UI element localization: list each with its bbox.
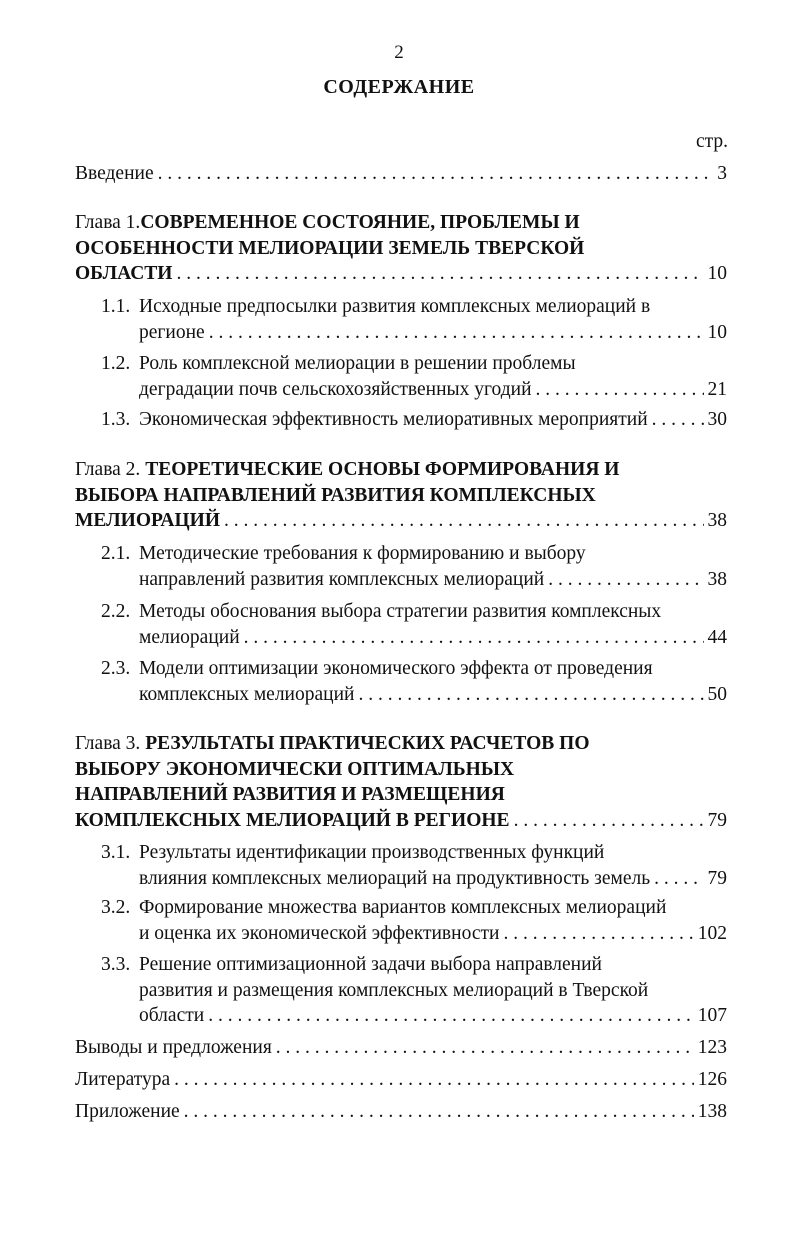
chapter-prefix: Глава 3. (75, 733, 141, 754)
toc-section-2-2[interactable] (101, 599, 727, 650)
section-number: 1.3. (101, 409, 131, 430)
section-title-line: регионе (139, 321, 205, 343)
toc-chapter-2[interactable] (75, 457, 727, 534)
toc-section-3-3[interactable] (101, 952, 727, 1029)
section-number: 3.1. (101, 842, 131, 863)
toc-page-number: 38 (707, 510, 727, 531)
section-title-line: области (139, 1005, 205, 1026)
section-title-line: деградации почв сельскохозяйственных угодий (139, 378, 532, 400)
chapter-title-line: ОБЛАСТИ (75, 263, 173, 284)
section-title-line: Решение оптимизационной задачи выбора направлений (139, 954, 602, 975)
toc-page-number: 21 (707, 378, 727, 400)
chapter-title-line: КОМПЛЕКСНЫХ МЕЛИОРАЦИЙ В РЕГИОНЕ (75, 809, 510, 831)
section-title-line: Модели оптимизации экономического эффекта от проведения (139, 658, 653, 679)
toc-entry-title: Приложение (75, 1101, 180, 1122)
page-title: СОДЕРЖАНИЕ (323, 76, 475, 98)
section-title-line: Результаты идентификации производственных функций (139, 842, 605, 863)
toc-section-2-3[interactable] (101, 656, 727, 707)
toc-page-number: 10 (707, 321, 727, 343)
toc-page-number: 123 (697, 1037, 727, 1058)
section-number: 2.3. (101, 658, 131, 679)
toc-entry-literature[interactable] (75, 1067, 727, 1093)
section-number: 3.3. (101, 954, 131, 975)
toc-entry-appendix[interactable] (75, 1099, 727, 1125)
chapter-prefix: Глава 2. (75, 459, 141, 480)
toc-entry-title: Выводы и предложения (75, 1037, 272, 1058)
section-title-line: развития и размещения комплексных мелиораций в Тверской (139, 979, 649, 1001)
section-title-line: мелиораций (139, 626, 240, 648)
toc-section-3-1[interactable] (101, 840, 727, 891)
toc-page-number: 126 (697, 1069, 727, 1090)
page-number: 2 (394, 42, 404, 63)
chapter-title-line: НАПРАВЛЕНИЙ РАЗВИТИЯ И РАЗМЕЩЕНИЯ (75, 784, 505, 805)
toc-section-3-2[interactable] (101, 895, 727, 946)
chapter-title-line: ТЕОРЕТИЧЕСКИЕ ОСНОВЫ ФОРМИРОВАНИЯ И (145, 459, 620, 480)
section-number: 2.1. (101, 543, 131, 564)
toc-page-number: 102 (697, 922, 727, 944)
section-title-line: комплексных мелиораций (139, 683, 355, 705)
chapter-title-line: ОСОБЕННОСТИ МЕЛИОРАЦИИ ЗЕМЕЛЬ ТВЕРСКОЙ (75, 237, 585, 259)
section-number: 3.2. (101, 897, 131, 918)
toc-entry-title: Литература (75, 1069, 171, 1090)
toc-section-1-1[interactable] (101, 294, 727, 345)
toc-section-1-2[interactable] (101, 351, 727, 402)
toc-chapter-3[interactable] (75, 731, 727, 833)
section-title-line: Роль комплексной мелиорации в решении проблемы (139, 353, 576, 374)
chapter-title-line: СОВРЕМЕННОЕ СОСТОЯНИЕ, ПРОБЛЕМЫ И (140, 212, 580, 233)
toc-page-number: 79 (707, 809, 727, 831)
section-number: 1.2. (101, 353, 131, 374)
section-title-line: направлений развития комплексных мелиораций (139, 568, 545, 590)
toc-page-number: 79 (707, 867, 727, 889)
toc-page-number: 30 (707, 409, 727, 430)
toc-page-number: 50 (707, 683, 727, 705)
toc-entry-intro[interactable] (75, 161, 727, 187)
toc-page-number: 107 (697, 1005, 727, 1026)
section-title-line: Методы обоснования выбора стратегии развития комплексных (139, 601, 662, 622)
toc-page-number: 38 (707, 568, 727, 590)
toc-page-number: 44 (707, 626, 727, 648)
toc-page-number: 138 (697, 1101, 727, 1122)
section-title-line: Методические требования к формированию и выбору (139, 543, 586, 564)
section-title-line: Исходные предпосылки развития комплексных мелиораций в (139, 296, 651, 317)
chapter-prefix: Глава 1. (75, 212, 141, 233)
toc-entry-title: Введение (75, 163, 154, 184)
section-title-line: влияния комплексных мелиораций на продуктивность земель (139, 867, 651, 889)
section-title-line: Экономическая эффективность мелиоративных мероприятий (139, 409, 648, 430)
toc-entry-conclusions[interactable] (75, 1035, 727, 1061)
toc-section-1-3[interactable] (101, 407, 727, 433)
chapter-title-line: РЕЗУЛЬТАТЫ ПРАКТИЧЕСКИХ РАСЧЕТОВ ПО (145, 733, 590, 754)
chapter-title-line: ВЫБОРА НАПРАВЛЕНИЙ РАЗВИТИЯ КОМПЛЕКСНЫХ (75, 484, 596, 506)
toc-chapter-1[interactable] (75, 210, 727, 287)
toc-page-number: 10 (707, 263, 727, 284)
chapter-title-line: ВЫБОРУ ЭКОНОМИЧЕСКИ ОПТИМАЛЬНЫХ (75, 758, 515, 780)
toc-page-number: 3 (717, 163, 727, 184)
chapter-title-line: МЕЛИОРАЦИЙ (75, 510, 221, 531)
section-number: 2.2. (101, 601, 131, 622)
section-title-line: Формирование множества вариантов комплексных мелиораций (139, 897, 667, 918)
section-number: 1.1. (101, 296, 131, 317)
page-column-label: стр. (695, 131, 728, 152)
toc-section-2-1[interactable] (101, 541, 727, 592)
section-title-line: и оценка их экономической эффективности (139, 922, 500, 944)
